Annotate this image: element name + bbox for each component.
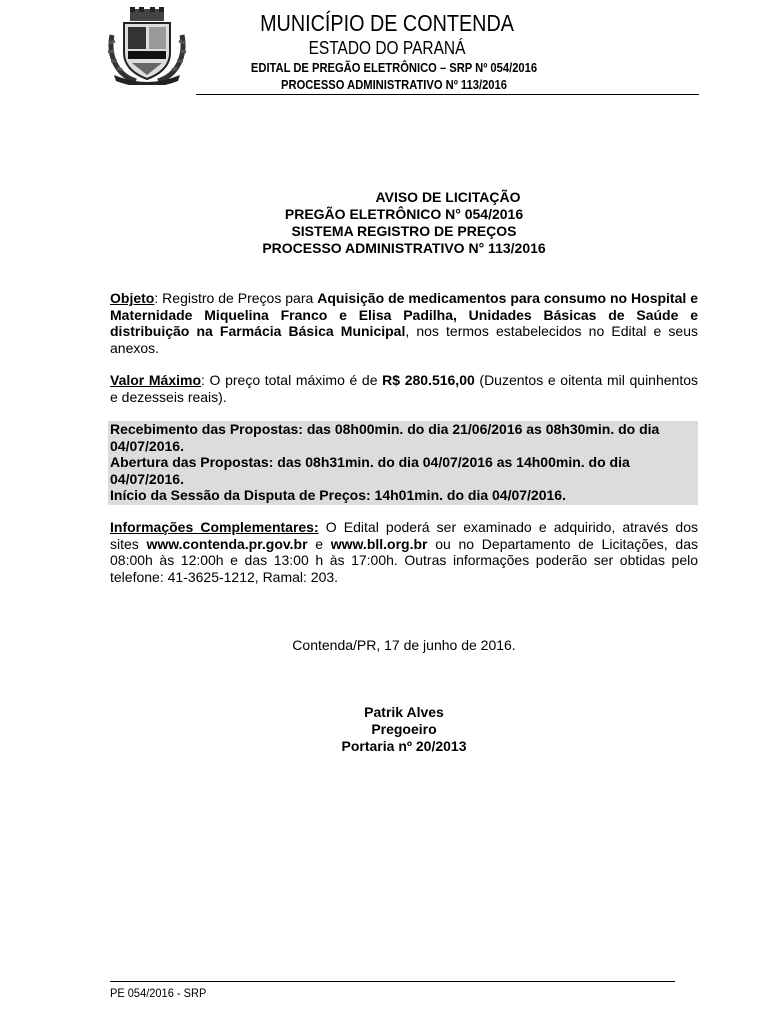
objeto-text-1: : Registro de Preços para — [154, 290, 318, 306]
footer-reference: PE 054/2016 - SRP — [110, 986, 207, 1000]
valor-label: Valor Máximo — [110, 372, 202, 388]
info-label: Informações Complementares: — [110, 519, 319, 535]
process-reference: PROCESSO ADMINISTRATIVO Nº 113/2016 — [281, 77, 507, 92]
info-paragraph — [110, 519, 698, 585]
state-name: ESTADO DO PARANÁ — [308, 38, 466, 58]
info-text-3: ou no Departamento de Licitações, das 08:00h às 12:00h e das 13:00 h às 17:00h. Outras informações poderão ser obtidas pelo telefone: 41-3625-1212, Ramal: 203. — [110, 535, 698, 585]
administrative-process: PROCESSO ADMINISTRATIVO N° 113/2016 — [262, 240, 546, 256]
site-link-bll[interactable]: www.bll.org.br — [330, 535, 428, 552]
objeto-label: Objeto — [110, 290, 155, 306]
notice-title: AVISO DE LICITAÇÃO — [375, 189, 521, 205]
signer-portaria: Portaria nº 20/2013 — [341, 738, 467, 754]
inicio-sessao: Início da Sessão da Disputa de Preços: 14h01min. do dia 04/07/2016. — [110, 487, 566, 503]
objeto-paragraph — [110, 290, 698, 356]
abertura-propostas: Abertura das Propostas: das 08h31min. do dia 04/07/2016 as 14h00min. do dia 04/07/2016. — [110, 454, 630, 487]
info-text-2: e — [307, 535, 331, 552]
objeto-bold-text: Aquisição de medicamentos para consumo no Hospital e Maternidade Miquelina Franco e Elisa Padilha, Unidades Básicas de Saúde e distribuição na Farmácia Básica Municipal — [110, 290, 699, 339]
objeto-text-2: , nos termos estabelecidos no Edital e seus anexos. — [110, 323, 698, 356]
valor-text-1: : O preço total máximo é de — [201, 372, 383, 388]
price-registry-system: SISTEMA REGISTRO DE PREÇOS — [291, 223, 517, 239]
info-text-1: O Edital poderá ser examinado e adquirido, através dos sites — [110, 519, 698, 552]
edital-reference: EDITAL DE PREGÃO ELETRÔNICO – SRP Nº 054/2016 — [250, 60, 538, 75]
municipality-name: MUNICÍPIO DE CONTENDA — [260, 10, 514, 36]
header-divider — [196, 94, 699, 95]
recebimento-propostas: Recebimento das Propostas: das 08h00min. do dia 21/06/2016 as 08h30min. do dia 04/07/2016. — [110, 421, 660, 454]
footer-divider — [110, 981, 675, 982]
valor-amount: R$ 280.516,00 — [382, 372, 475, 388]
signer-role: Pregoeiro — [371, 721, 437, 737]
valor-paragraph — [110, 372, 698, 405]
site-link-contenda[interactable]: www.contenda.pr.gov.br — [146, 535, 308, 552]
auction-number: PREGÃO ELETRÔNICO N° 054/2016 — [284, 206, 524, 222]
signer-name: Patrik Alves — [364, 704, 444, 720]
place-date: Contenda/PR, 17 de junho de 2016. — [292, 637, 516, 653]
valor-text-2: (Duzentos e oitenta mil quinhentos e dezesseis reais). — [110, 372, 698, 405]
schedule-box — [108, 421, 698, 505]
